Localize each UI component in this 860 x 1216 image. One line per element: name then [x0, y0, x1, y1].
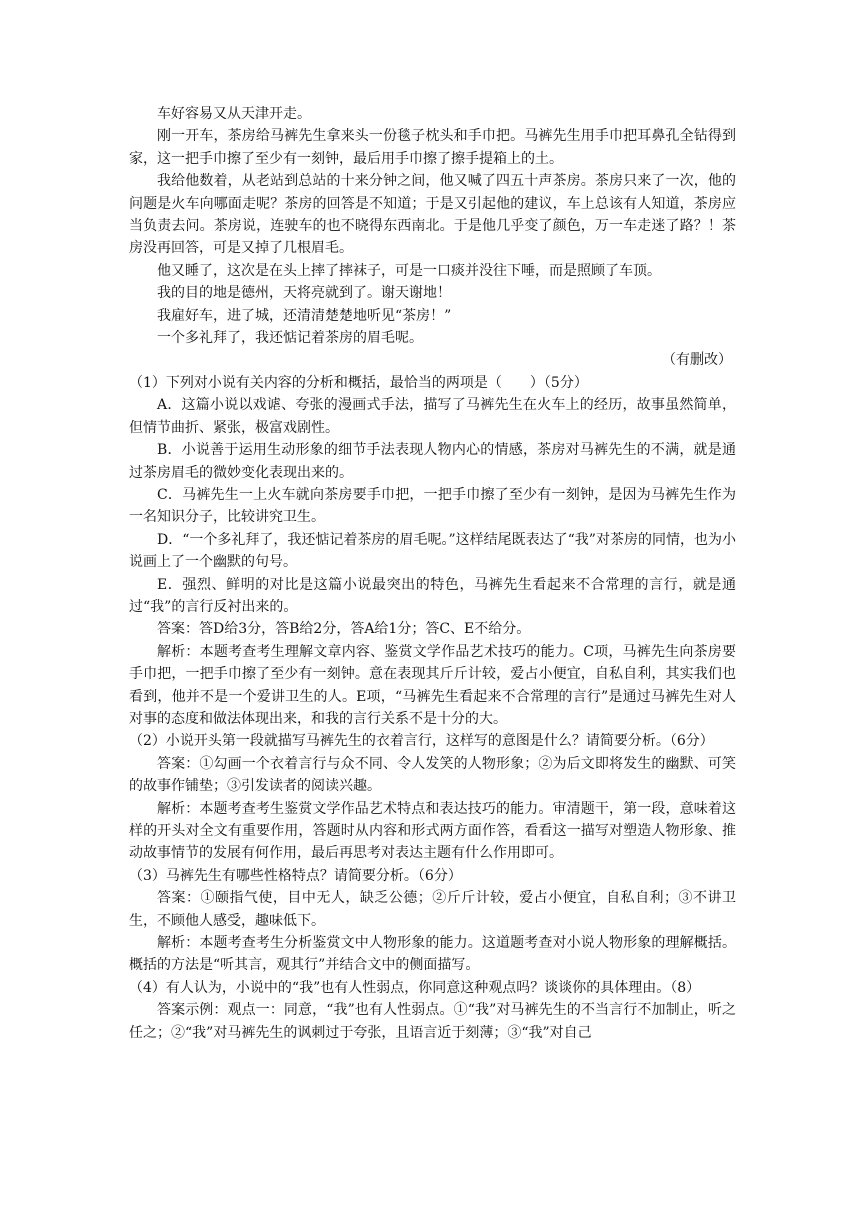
story-paragraph: 他又睡了，这次是在头上摔了摔袜子，可是一口痰并没往下唾，而是照顾了车顶。 — [157, 262, 661, 279]
question-1-option-b: B．小说善于运用生动形象的细节手法表现人物内心的情感，茶房对马裤先生的不满，就是通过茶房眉毛的微妙变化表现出来的。 — [129, 442, 736, 481]
question-2-analysis: 解析：本题考查考生鉴赏文学作品艺术特点和表达技巧的能力。审清题干，第一段，意味着这样的开头对全文有重要作用，答题时从内容和形式两方面作答，看看这一描写对塑造人物形象、推动故事情节的发展有何作用，最后再思考对表达主题有什么作用即可。 — [129, 800, 736, 862]
question-3-stem: （3）马裤先生有哪些性格特点？请简要分析。（6分） — [129, 867, 462, 884]
story-paragraph: 我雇好车，进了城，还清清楚楚地听见“茶房！” — [157, 307, 452, 324]
document-page — [129, 103, 736, 1044]
question-3-answer: 答案：①颐指气使，目中无人，缺乏公德；②斤斤计较，爱占小便宜，自私自利；③不讲卫生，不顾他人感受，趣味低下。 — [129, 890, 736, 929]
question-3-analysis: 解析：本题考查考生分析鉴赏文中人物形象的能力。这道题考查对小说人物形象的理解概括。概括的方法是“听其言，观其行”并结合文中的侧面描写。 — [129, 935, 736, 974]
story-paragraph: 车好容易又从天津开走。 — [157, 106, 311, 122]
question-1-option-c: C．马裤先生一上火车就向茶房要手巾把，一把手巾擦了至少有一刻钟，是因为马裤先生作为一名知识分子，比较讲究卫生。 — [129, 486, 736, 526]
story-paragraph: 刚一开车，茶房给马裤先生拿来头一份毯子枕头和手巾把。马裤先生用手巾把耳鼻孔全钻得到家，这一把手巾擦了至少有一刻钟，最后用手巾擦了擦手提箱上的土。 — [129, 128, 736, 167]
question-1-option-d: D．“一个多礼拜了，我还惦记着茶房的眉毛呢。”这样结尾既表达了“我”对茶房的同情，也为小说画上了一个幽默的句号。 — [129, 531, 736, 571]
question-1-analysis: 解析：本题考查考生理解文章内容、鉴赏文学作品艺术技巧的能力。C项，马裤先生向茶房要手巾把，一把手巾擦了至少有一刻钟。意在表现其斤斤计较，爱占小便宜，自私自利，其实我们也看到，他并不是一个爱讲卫生的人。E项，“马裤先生看起来不合常理的言行”是通过马裤先生对人对事的态度和做法体现出来，和我的言行关系不是十分的大。 — [129, 643, 736, 727]
question-4-stem: （4）有人认为，小说中的“我”也有人性弱点，你同意这种观点吗？谈谈你的具体理由。（8） — [129, 979, 701, 996]
story-paragraph: 我的目的地是德州，天将亮就到了。谢天谢地！ — [157, 285, 451, 302]
question-1-answer: 答案：答D给3分，答B给2分，答A给1分；答C、E不给分。 — [157, 621, 531, 638]
question-1-option-e: E．强烈、鲜明的对比是这篇小说最突出的特色，马裤先生看起来不合常理的言行，就是通过“我”的言行反衬出来的。 — [129, 576, 736, 615]
story-paragraph: 一个多礼拜了，我还惦记着茶房的眉毛呢。 — [157, 330, 423, 347]
story-paragraph: 我给他数着，从老站到总站的十来分钟之间，他又喊了四五十声茶房。茶房只来了一次，他的问题是火车向哪面走呢？茶房的回答是不知道；于是又引起他的建议，车上总该有人知道，茶房应当负责去问。茶房说，连驶车的也不晓得东西南北。于是他几乎变了颜色，万一车走迷了路？！茶房没再回答，可是又掉了几根眉毛。 — [129, 173, 736, 257]
question-2-stem: （2）小说开头第一段就描写马裤先生的衣着言行，这样写的意图是什么？请简要分析。（6分） — [129, 733, 714, 750]
question-2-answer: 答案：①勾画一个衣着言行与众不同、令人发笑的人物形象；②为后文即将发生的幽默、可笑的故事作铺垫；③引发读者的阅读兴趣。 — [129, 755, 736, 795]
question-1-stem: （1）下列对小说有关内容的分析和概括，最恰当的两项是（ ）（5分） — [129, 374, 588, 391]
question-1-option-a: A．这篇小说以戏谑、夸张的漫画式手法，描写了马裤先生在火车上的经历，故事虽然简单，但情节曲折、紧张，极富戏剧性。 — [129, 397, 736, 436]
source-note: （有删改） — [662, 352, 732, 369]
question-4-answer: 答案示例：观点一：同意，“我”也有人性弱点。①“我”对马裤先生的不当言行不加制止，听之任之；②“我”对马裤先生的讽刺过于夸张，且语言近于刻薄；③“我”对自己 — [129, 1002, 736, 1041]
